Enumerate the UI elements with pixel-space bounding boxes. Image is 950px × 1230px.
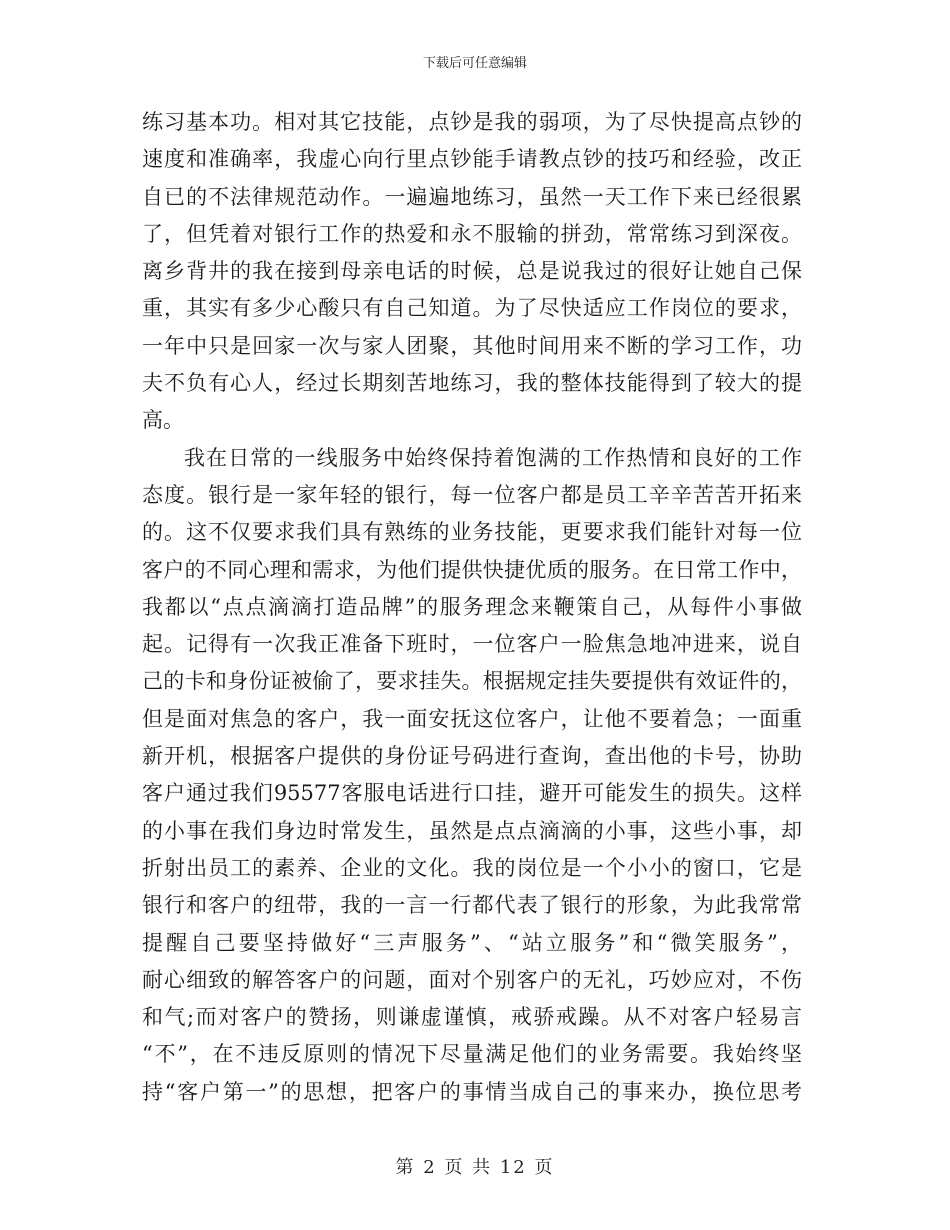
- text-line: 练习基本功。相对其它技能，点钞是我的弱项，为了尽快提高点钞的: [142, 110, 802, 134]
- page-header-note: 下载后可任意编辑: [422, 56, 527, 71]
- text-line: 速度和准确率，我虚心向行里点钞能手请教点钞的技巧和经验，改正: [142, 147, 802, 172]
- text-line: 的。这不仅要求我们具有熟练的业务技能，更要求我们能针对每一位: [142, 520, 802, 545]
- text-line: 和气;而对客户的赞扬，则谦虚谨慎，戒骄戒躁。从不对客户轻易言: [142, 1005, 802, 1030]
- text-line: 客户通过我们95577客服电话进行口挂，避开可能发生的损失。这样: [142, 781, 802, 806]
- text-line: 新开机，根据客户提供的身份证号码进行查询，查出他的卡号，协助: [142, 744, 802, 769]
- text-line: 持“客户第一”的思想，把客户的事情当成自己的事来办，换位思考: [142, 1079, 802, 1104]
- paragraph-first-line: 我在日常的一线服务中始终保持着饱满的工作热情和良好的工作: [184, 445, 802, 470]
- text-line: 自已的不法律规范动作。一遍遍地练习，虽然一天工作下来已经很累: [142, 184, 802, 209]
- page-number-footer: 第 2 页 共 12 页: [395, 1157, 555, 1178]
- text-line: 折射出员工的素养、企业的文化。我的岗位是一个小小的窗口，它是: [142, 855, 802, 880]
- text-line: 起。记得有一次我正准备下班时，一位客户一脸焦急地冲进来，说自: [142, 632, 802, 657]
- text-line: 银行和客户的纽带，我的一言一行都代表了银行的形象，为此我常常: [142, 893, 802, 918]
- text-line: 态度。银行是一家年轻的银行，每一位客户都是员工辛辛苦苦开拓来: [142, 482, 802, 507]
- text-line: 耐心细致的解答客户的问题，面对个别客户的无礼，巧妙应对，不伤: [142, 967, 802, 992]
- document-body: [142, 104, 802, 1111]
- text-line: 重，其实有多少心酸只有自己知道。为了尽快适应工作岗位的要求，: [142, 296, 802, 321]
- text-line: 离乡背井的我在接到母亲电话的时候，总是说我过的很好让她自己保: [142, 259, 802, 284]
- text-line: 高。: [142, 408, 184, 433]
- text-line: 的小事在我们身边时常发生，虽然是点点滴滴的小事，这些小事，却: [142, 818, 802, 843]
- text-line: 己的卡和身份证被偷了，要求挂失。根据规定挂失要提供有效证件的，: [142, 669, 802, 694]
- text-line: 夫不负有心人，经过长期刻苦地练习，我的整体技能得到了较大的提: [142, 371, 802, 396]
- text-line: 但是面对焦急的客户，我一面安抚这位客户，让他不要着急；一面重: [142, 706, 802, 731]
- text-line: 了，但凭着对银行工作的热爱和永不服输的拼劲，常常练习到深夜。: [142, 221, 802, 246]
- text-line: “不”，在不违反原则的情况下尽量满足他们的业务需要。我始终坚: [142, 1042, 802, 1067]
- text-line: 我都以“点点滴滴打造品牌”的服务理念来鞭策自己，从每件小事做: [142, 594, 802, 619]
- text-line: 提醒自己要坚持做好“三声服务”、“站立服务”和“微笑服务”，: [142, 930, 802, 955]
- text-line: 客户的不同心理和需求，为他们提供快捷优质的服务。在日常工作中，: [142, 557, 802, 582]
- text-line: 一年中只是回家一次与家人团聚，其他时间用来不断的学习工作，功: [142, 333, 802, 358]
